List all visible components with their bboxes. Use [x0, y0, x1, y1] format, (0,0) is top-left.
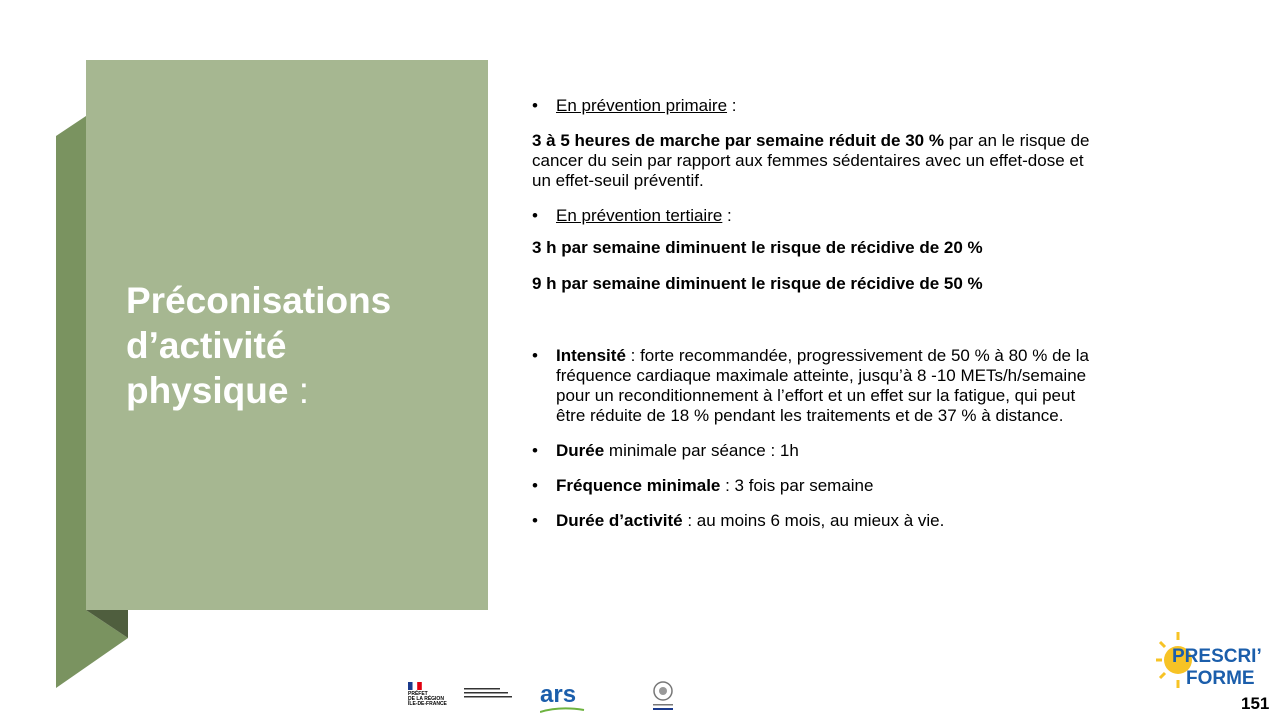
partner-logos — [404, 680, 694, 716]
intensity-item: • Intensité : forte recommandée, progressivement de 50 % à 80 % de la fréquence cardiaque maximale atteinte, jusqu’à 8 -10 METs/h/semaine pour un reconditionnement à l’effort et un effet sur la fatigue, qui peut être réduite de 18 % pendant les traitements et de 37 % à distance. — [532, 346, 1192, 426]
frequency-item: • Fréquence minimale : 3 fois par semaine — [532, 476, 1192, 496]
prescriforme-logo: PRESCRI’ FORME — [1150, 628, 1268, 704]
ars-logo: ars — [540, 681, 577, 708]
marianne-logo — [408, 682, 422, 690]
primary-text: 3 à 5 heures de marche par semaine réduit de 30 % par an le risque de cancer du sein par rapport aux femmes sédentaires avec un effet-dose et un effet-seuil préventif. — [532, 131, 1090, 190]
drieets-logo-text-lines — [464, 688, 514, 702]
primary-heading: • En prévention primaire : — [532, 96, 1192, 116]
activity-item: • Durée d’activité : au moins 6 mois, au mieux à vie. — [532, 511, 1192, 531]
seal-logo — [650, 680, 676, 714]
tertiary-heading: • En prévention tertiaire : — [532, 206, 1192, 226]
slide-title: Préconisations d’activité physique : — [126, 280, 392, 411]
slide-content — [532, 96, 1192, 531]
title-panel — [86, 60, 488, 610]
tertiary-line-1: 3 h par semaine diminuent le risque de récidive de 20 % — [532, 238, 983, 257]
ars-logo-swoosh — [540, 706, 586, 714]
prefet-logo: PRÉFET DE LA RÉGION ÎLE-DE-FRANCE — [408, 691, 447, 707]
page-number: 151 — [1241, 694, 1270, 713]
duration-item: • Durée minimale par séance : 1h — [532, 441, 1192, 461]
tertiary-line-2: 9 h par semaine diminuent le risque de récidive de 50 % — [532, 274, 983, 293]
